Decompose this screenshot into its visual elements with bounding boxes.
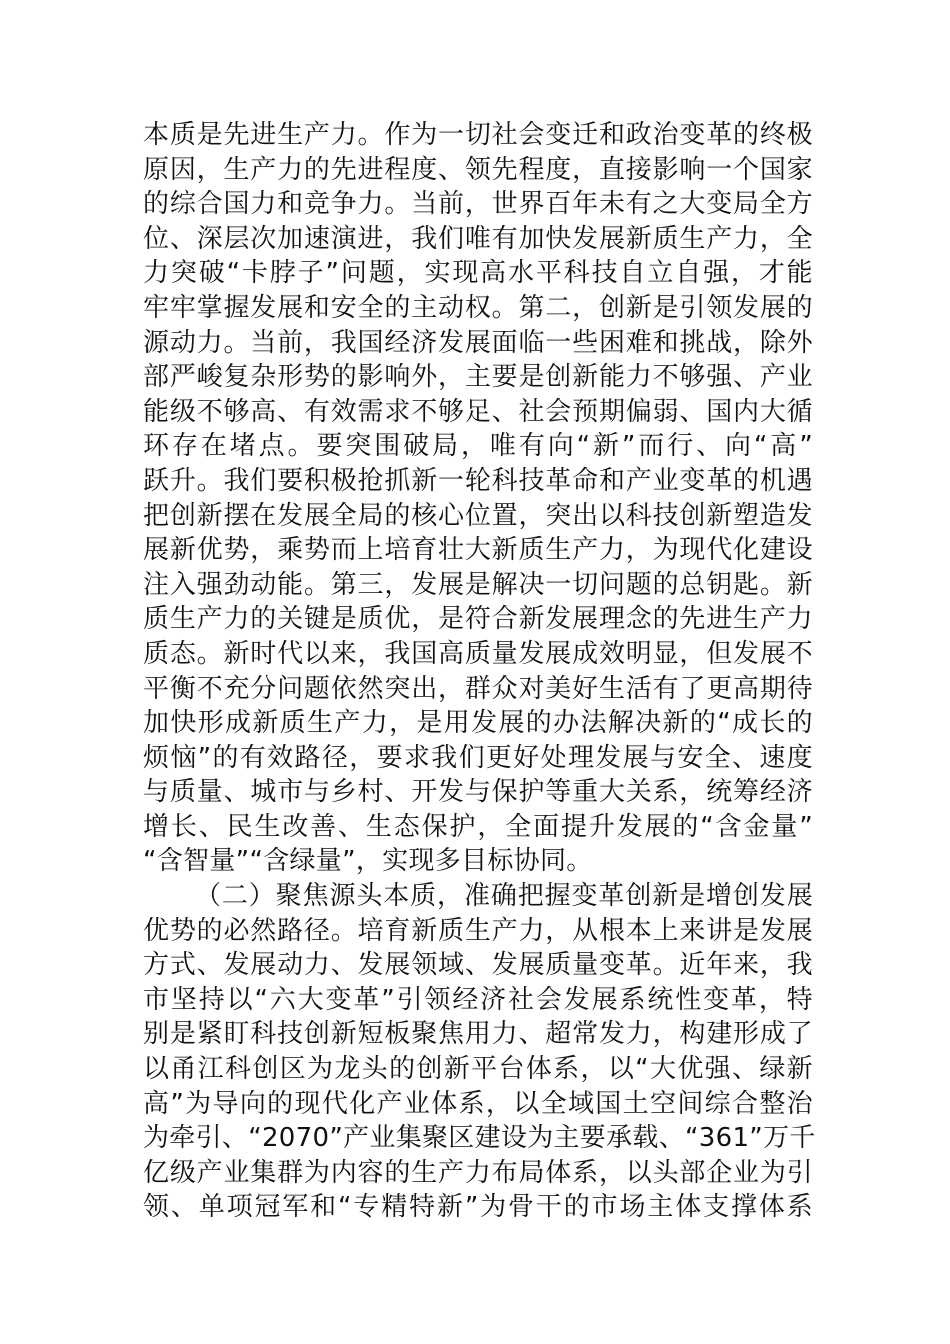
text-line: 高”为导向的现代化产业体系，以全域国土空间综合整治 xyxy=(143,1088,813,1119)
section-heading-line: （二）聚焦源头本质，准确把握变革创新是增创发展 xyxy=(195,881,813,912)
text-line: 领、单项冠军和“专精特新”为骨干的市场主体支撑体系 xyxy=(143,1192,813,1223)
text-line: 加快形成新质生产力，是用发展的办法解决新的“成长的 xyxy=(143,708,813,739)
text-line: 展新优势，乘势而上培育壮大新质生产力，为现代化建设 xyxy=(143,535,813,566)
text-line: 平衡不充分问题依然突出，群众对美好生活有了更高期待 xyxy=(143,673,813,704)
text-line: 本质是先进生产力。作为一切社会变迁和政治变革的终极 xyxy=(143,120,813,150)
text-line: 环存在堵点。要突围破局，唯有向“新”而行、向“高” xyxy=(143,431,813,462)
text-line: 的综合国力和竞争力。当前，世界百年未有之大变局全方 xyxy=(143,189,813,220)
text-line: 烦恼”的有效路径，要求我们更好处理发展与安全、速度 xyxy=(143,742,813,773)
text-line: 以甬江科创区为龙头的创新平台体系，以“大优强、绿新 xyxy=(143,1054,813,1085)
text-line: 质生产力的关键是质优，是符合新发展理念的先进生产力 xyxy=(143,604,813,635)
text-line: 注入强劲动能。第三，发展是解决一切问题的总钥匙。新 xyxy=(143,569,813,600)
text-line: 与质量、城市与乡村、开发与保护等重大关系，统筹经济 xyxy=(143,777,813,808)
text-line: 把创新摆在发展全局的核心位置，突出以科技创新塑造发 xyxy=(143,500,813,531)
text-line: 部严峻复杂形势的影响外，主要是创新能力不够强、产业 xyxy=(143,362,813,393)
text-line: 原因，生产力的先进程度、领先程度，直接影响一个国家 xyxy=(143,154,813,185)
text-line: 优势的必然路径。培育新质生产力，从根本上来讲是发展 xyxy=(143,915,813,946)
text-line: 能级不够高、有效需求不够足、社会预期偏弱、国内大循 xyxy=(143,396,813,427)
text-line: 别是紧盯科技创新短板聚焦用力、超常发力，构建形成了 xyxy=(143,1019,813,1050)
text-line: 方式、发展动力、发展领域、发展质量变革。近年来，我 xyxy=(143,950,813,981)
paragraph-end-line: “含智量”“含绿量”，实现多目标协同。 xyxy=(143,846,593,877)
text-line: 市坚持以“六大变革”引领经济社会发展系统性变革，特 xyxy=(143,984,813,1015)
document-body xyxy=(143,118,816,1225)
text-line: 增长、民生改善、生态保护，全面提升发展的“含金量” xyxy=(143,811,813,842)
text-line: 位、深层次加速演进，我们唯有加快发展新质生产力，全 xyxy=(143,223,813,254)
text-line: 源动力。当前，我国经济发展面临一些困难和挑战，除外 xyxy=(143,327,813,358)
text-line: 跃升。我们要积极抢抓新一轮科技革命和产业变革的机遇 xyxy=(143,465,813,496)
text-line: 亿级产业集群为内容的生产力布局体系，以头部企业为引 xyxy=(143,1157,813,1188)
text-line: 质态。新时代以来，我国高质量发展成效明显，但发展不 xyxy=(143,638,813,669)
text-line: 力突破“卡脖子”问题，实现高水平科技自立自强，才能 xyxy=(143,258,813,289)
text-line: 为牵引、“2070”产业集聚区建设为主要承载、“361”万千 xyxy=(143,1123,816,1154)
text-line: 牢牢掌握发展和安全的主动权。第二，创新是引领发展的 xyxy=(143,292,813,323)
